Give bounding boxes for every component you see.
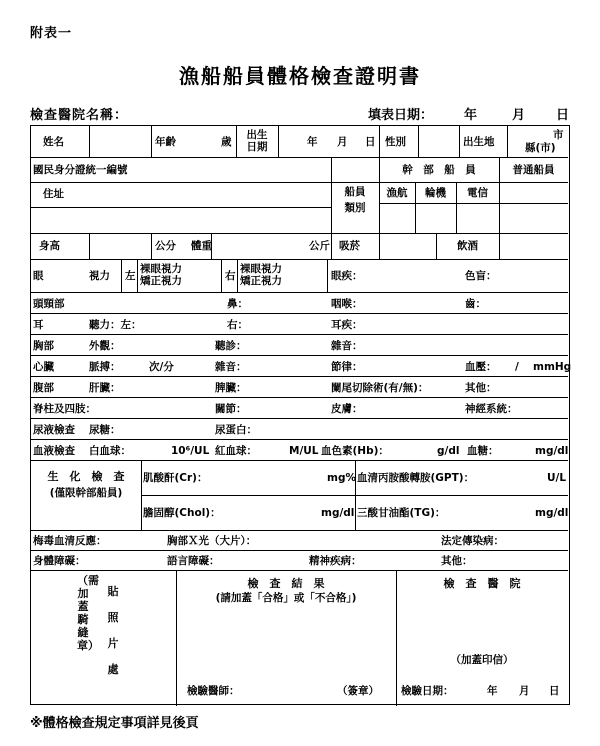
right-naked-corrected: 裸眼視力 矯正視力 [240, 263, 282, 287]
smoking-label: 吸菸 [339, 240, 360, 252]
exam-date-label: 檢驗日期： [401, 685, 454, 697]
fill-date-day: 日 [556, 108, 570, 123]
skin-label: 皮膚： [331, 403, 363, 415]
vision-right: 右 [225, 270, 236, 282]
abdomen-label: 腹部 [33, 382, 54, 394]
legal-infectious-label: 法定傳染病： [441, 535, 504, 547]
heart-label: 心臟 [33, 361, 54, 373]
chest-label: 胸部 [33, 340, 54, 352]
abdomen-other-label: 其他： [465, 382, 497, 394]
chest-appearance-label: 外觀： [89, 340, 121, 352]
exam-result-title: 檢 查 結 果 [247, 577, 325, 590]
biochem-label: 生 化 檢 查 [47, 470, 125, 483]
pulse-unit: 次/分 [149, 361, 174, 373]
hospital-name-label: 檢查醫院名稱： [30, 108, 129, 123]
fill-date-year: 年 [464, 108, 478, 123]
drinking-label: 飲酒 [457, 240, 478, 252]
birthplace-county: 縣(市) [525, 142, 556, 154]
wbc-unit: 10⁶/UL [171, 445, 210, 457]
hearing-right-label: 右： [227, 319, 248, 331]
teeth-label: 齒： [465, 298, 486, 310]
bottom-other-label: 其他： [441, 555, 473, 567]
physical-disability-label: 身體障礙： [33, 555, 86, 567]
chest-murmur-label: 雜音： [331, 340, 363, 352]
urine-sugar-label: 尿糖： [89, 424, 121, 436]
head-neck-label: 頭頸部 [33, 298, 65, 310]
nose-label: 鼻： [227, 298, 248, 310]
urine-test-label: 尿液檢查 [33, 424, 75, 436]
left-naked-corrected: 裸眼視力 矯正視力 [140, 263, 182, 287]
urine-protein-label: 尿蛋白： [215, 424, 257, 436]
exam-form [30, 125, 570, 705]
exam-hospital-title: 檢 查 醫 院 [443, 577, 521, 590]
cholesterol-label: 膽固醇(Chol)： [143, 507, 221, 519]
page-title: 漁船船員體格檢查證明書 [179, 64, 421, 88]
signature-label: （簽章） [337, 685, 379, 697]
officer-crew-label: 幹 部 船 員 [402, 164, 476, 176]
exam-date-month: 月 [519, 685, 530, 697]
gender-label: 性別 [385, 136, 406, 148]
rbc-label: 紅血球： [215, 445, 257, 457]
spine-limbs-label: 脊柱及四肢： [33, 403, 96, 415]
bp-unit: mmHg [533, 361, 572, 373]
joints-label: 關節： [215, 403, 247, 415]
gpt-unit: U/L [547, 472, 567, 484]
mental-illness-label: 精神疾病： [309, 555, 362, 567]
blood-glucose-label: 血糖： [467, 445, 499, 457]
appendectomy-label: 闌尾切除術(有/無)： [331, 382, 429, 394]
syphilis-label: 梅毒血清反應： [33, 535, 107, 547]
cm-unit: 公分 [155, 240, 176, 252]
kg-unit: 公斤 [309, 240, 330, 252]
nervous-system-label: 神經系統： [465, 403, 518, 415]
creatinine-unit: mg% [327, 472, 356, 484]
footnote: ※體格檢查規定事項詳見後頁 [30, 716, 199, 731]
pulse-label: 脈搏： [89, 361, 121, 373]
birth-date-label: 出生 日期 [246, 129, 268, 153]
exam-date-year: 年 [487, 685, 498, 697]
blood-glucose-unit: mg/dl [535, 445, 569, 457]
birthplace-label: 出生地 [463, 136, 495, 148]
engine-label: 輪機 [425, 187, 446, 199]
address-label: 住址 [43, 188, 64, 200]
exam-date-day: 日 [549, 685, 560, 697]
eye-label: 眼 [33, 270, 44, 282]
birth-month: 月 [337, 136, 348, 148]
age-label: 年齡 [155, 136, 176, 148]
ordinary-crew-label: 普通船員 [512, 164, 555, 176]
liver-label: 肝臟： [89, 382, 121, 394]
age-unit: 歲 [221, 136, 232, 148]
chest-xray-label: 胸部Ｘ光（大片）： [167, 535, 257, 547]
triglyceride-label: 三酸甘油酯(TG)： [357, 507, 446, 519]
id-number-label: 國民身分證統一編號 [33, 164, 128, 176]
hemoglobin-label: 血色素(Hb)： [321, 445, 389, 457]
height-label: 身高 [39, 240, 60, 252]
bp-slash: / [515, 361, 519, 373]
rbc-unit: M/UL [289, 445, 319, 457]
gpt-label: 血清丙胺酸轉胺(GPT)： [357, 472, 475, 484]
birth-day: 日 [365, 136, 376, 148]
doctor-label: 檢驗醫師： [187, 685, 240, 697]
wbc-label: 白血球： [89, 445, 131, 457]
crew-category-label: 船員 類別 [344, 186, 366, 214]
vision-left: 左 [125, 270, 136, 282]
photo-area-label: 貼照片處 [107, 585, 119, 676]
radio-label: 電信 [467, 187, 488, 199]
name-label: 姓名 [43, 136, 64, 148]
throat-label: 咽喉： [331, 298, 363, 310]
fill-date-month: 月 [512, 108, 526, 123]
rhythm-label: 節律： [331, 361, 363, 373]
auscultation-label: 聽診： [215, 340, 247, 352]
hearing-left-label: 聽力：左： [89, 319, 142, 331]
fill-date-label: 填表日期： [368, 108, 434, 123]
annex-label: 附表一 [30, 26, 73, 41]
exam-result-note: (請加蓋「合格」或「不合格」) [215, 592, 357, 604]
blood-test-label: 血液檢查 [33, 445, 75, 457]
heart-murmur-label: 雜音： [215, 361, 247, 373]
ear-label: 耳 [33, 319, 44, 331]
fishing-label: 漁航 [386, 187, 408, 199]
eye-disease-label: 眼疾： [331, 270, 363, 282]
ear-disease-label: 耳疾： [331, 319, 363, 331]
hospital-seal-label: （加蓋印信） [450, 654, 514, 666]
color-blind-label: 色盲： [465, 270, 497, 282]
spleen-label: 脾臟： [215, 382, 247, 394]
birthplace-city: 市 [553, 129, 564, 141]
blood-pressure-label: 血壓： [465, 361, 497, 373]
triglyceride-unit: mg/dl [535, 507, 569, 519]
birth-year: 年 [307, 136, 318, 148]
speech-disorder-label: 語言障礙： [167, 555, 220, 567]
creatinine-label: 肌酸酐(Cr)： [143, 472, 208, 484]
hemoglobin-unit: g/dl [437, 445, 460, 457]
vision-label: 視力 [89, 270, 110, 282]
cholesterol-unit: mg/dl [321, 507, 355, 519]
seal-note-vertical: （需加蓋騎縫章） [77, 574, 99, 652]
weight-label: 體重 [191, 240, 212, 252]
biochem-note: (僅限幹部船員) [49, 487, 123, 499]
